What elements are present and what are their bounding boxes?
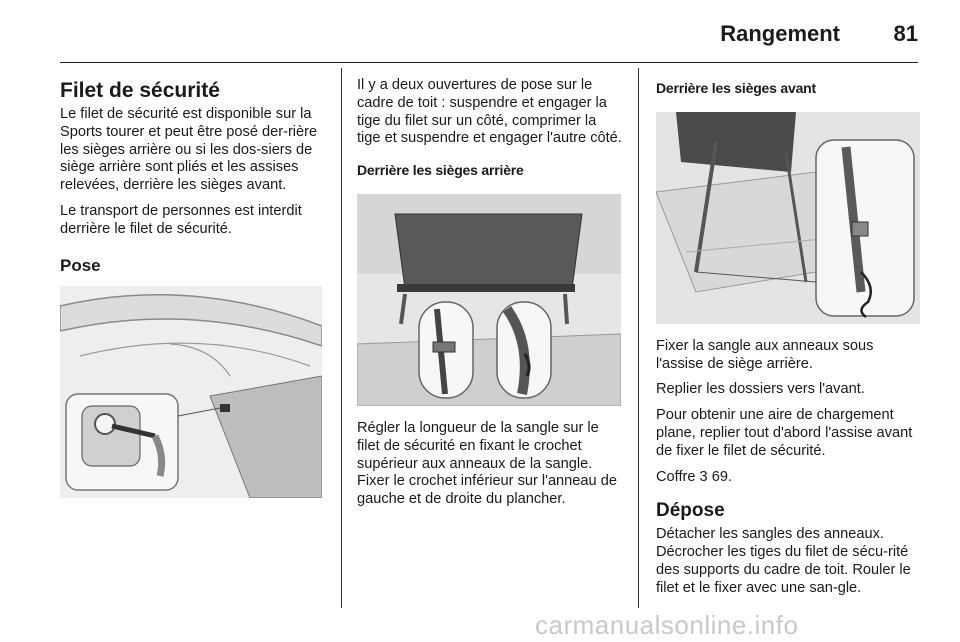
paragraph: Il y a deux ouvertures de pose sur le cadre de toit : suspendre et engager la tige du filet sur un côté, comprimer la tige et suspendre et engager l'autre côté. — [357, 77, 622, 147]
column-2 — [357, 72, 623, 517]
illustration-pose — [60, 286, 322, 498]
section-heading: Filet de sécurité — [60, 79, 220, 102]
illustration-rear-seats — [357, 194, 621, 406]
paragraph: Régler la longueur de la sangle sur le filet de sécurité en fixant le crochet supérieur aux anneaux de la sangle. Fixer le crochet inférieur sur l'anneau de gauche et de droite du plancher. — [357, 419, 617, 508]
watermark-text: carmanualsonline.info — [535, 610, 799, 640]
paragraph: Pour obtenir une aire de chargement plane, replier tout d'abord l'assise avant de fixer le filet de sécurité. — [656, 407, 913, 459]
subsection-heading: Pose — [60, 255, 101, 275]
subsection-heading: Derrière les sièges avant — [656, 80, 816, 96]
page-number: 81 — [893, 21, 918, 46]
column-divider — [638, 68, 639, 608]
xref-page-link[interactable]: 69. — [711, 468, 733, 485]
xref-arrow-icon: 3 — [699, 468, 708, 485]
subsection-heading: Derrière les sièges arrière — [357, 162, 524, 179]
paragraph: Le filet de sécurité est disponible sur la Sports tourer et peut être posé der-rière les sièges arrière ou si les dos-siers de siège arrière sont pliés et les assises relevées, derrière les sièges avant. — [60, 106, 318, 194]
cross-reference — [656, 469, 922, 487]
xref-text: Coffre — [656, 468, 696, 485]
column-divider — [341, 68, 342, 608]
illustration-front-seats — [656, 112, 920, 324]
rear-seats-illustration — [357, 194, 621, 406]
column-3 — [656, 72, 922, 606]
chapter-title: Rangement — [720, 21, 840, 46]
paragraph: Le transport de personnes est interdit derrière le filet de sécurité. — [60, 202, 302, 237]
paragraph: Replier les dossiers vers l'avant. — [656, 381, 865, 398]
front-seats-illustration — [656, 112, 920, 324]
tailgate-illustration — [60, 286, 322, 498]
page-header — [60, 18, 918, 63]
section-heading: Dépose — [656, 500, 725, 522]
paragraph: Détacher les sangles des anneaux. Décrocher les tiges du filet de sécu-rité des supports du cadre de toit. Rouler le filet et le fixer avec une san-gle. — [656, 526, 911, 596]
column-1 — [60, 72, 326, 498]
paragraph: Fixer la sangle aux anneaux sous l'assise de siège arrière. — [656, 337, 874, 372]
